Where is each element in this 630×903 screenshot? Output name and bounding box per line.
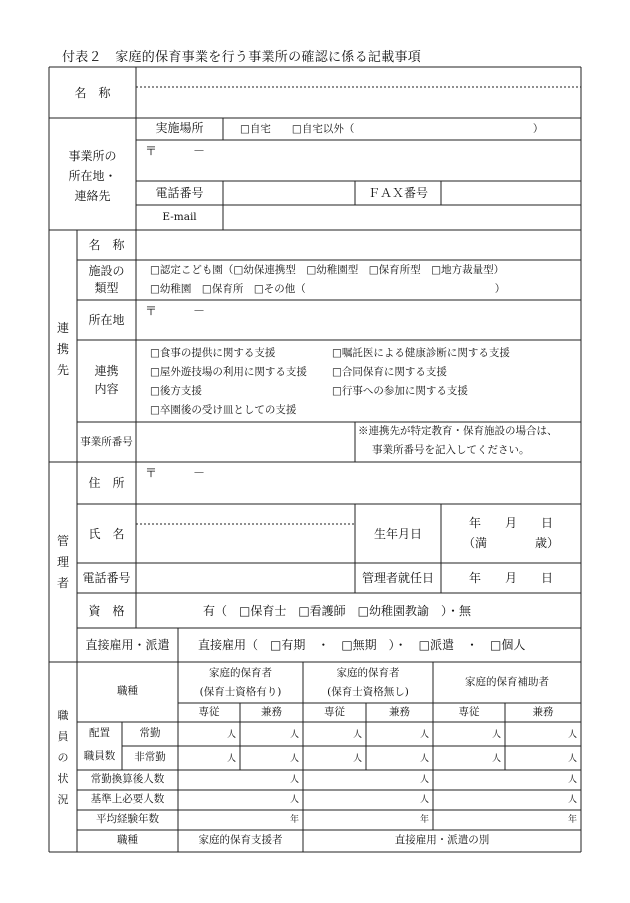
manager-phone-label: 電話番号 [82,571,131,585]
name-label: 名 称 [74,86,111,100]
content-item[interactable]: □卒園後の受け皿としての支援 [150,404,297,416]
concurrent-header: 兼務 [261,706,282,718]
unit-person: 人 [567,754,577,764]
nonregular-label: 非常勤 [134,751,166,763]
unit-person: 人 [419,754,429,764]
birth-date-value[interactable]: 年 月 日 [468,516,553,530]
birth-label: 生年月日 [373,527,422,541]
qualification-label: 資 格 [88,604,125,618]
unit-person: 人 [352,754,362,764]
concurrent-header: 兼務 [532,706,554,718]
location-options[interactable]: □自宅 □自宅以外（ ） [240,123,544,135]
unit-person: 人 [567,795,577,805]
placement-label: 配置 [89,727,110,739]
unit-person: 人 [226,730,236,740]
employment-label: 直接雇用・派遣 [85,638,170,652]
col1-header-1: 家庭的保育者 [209,667,272,679]
col3-header: 家庭的保育補助者 [465,676,549,688]
fax-label: ＦＡＸ番号 [367,186,428,200]
form-title: 付表２ 家庭的保育事業を行う事業所の確認に係る記載事項 [62,50,422,65]
col2-header-2: (保育士資格無し) [327,686,409,698]
content-item[interactable]: □合同保育に関する支援 [332,366,447,378]
partner-name-label: 名 称 [88,238,125,252]
appointed-label: 管理者就任日 [361,571,434,585]
birth-age-value[interactable]: （満 歳） [462,536,559,550]
manager-label: 管 理 者 [56,534,69,590]
email-label: E-mail [162,211,197,223]
office-number-label: 事業所番号 [80,436,133,448]
location-label: 実施場所 [155,121,204,135]
content-item[interactable]: □屋外遊技場の利用に関する支援 [150,366,307,378]
converted-label: 常勤換算後人数 [90,773,165,785]
staff-count-label: 職員数 [83,750,116,762]
office-number-note-2: 事業所番号を記入してください。 [372,444,530,456]
employment-value[interactable]: 直接雇用（ □有期 ・ □無期 ）・ □派遣 ・ □個人 [198,638,526,652]
fulltime-header: 専従 [324,706,345,718]
unit-person: 人 [289,754,299,764]
content-item[interactable]: □嘱託医による健康診断に関する支援 [332,347,510,359]
facility-type-label: 施設の 類型 [88,264,125,295]
experience-label: 平均経験年数 [96,813,159,825]
appointed-value[interactable]: 年 月 日 [468,571,553,585]
partner-label: 連 携 先 [56,321,69,377]
unit-person: 人 [491,754,501,764]
required-label: 基準上必要人数 [90,793,165,805]
fulltime-header: 専従 [198,706,220,718]
unit-person: 人 [419,730,429,740]
partner-content-label: 連携 内容 [94,364,119,396]
unit-person: 人 [491,730,501,740]
content-item[interactable]: □食事の提供に関する支援 [150,347,276,359]
phone-label: 電話番号 [155,186,204,200]
content-items-left [150,344,307,420]
content-item[interactable]: □後方支援 [150,385,202,397]
support-col2: 直接雇用・派遣の別 [394,834,490,846]
unit-person: 人 [289,795,299,805]
staff-label: 職 員 の 状 況 [57,709,69,806]
unit-year: 年 [419,815,429,825]
unit-year: 年 [289,815,299,825]
role-header: 職種 [117,685,138,697]
office-label: 事業所の 所在地・ 連絡先 [68,149,117,203]
unit-person: 人 [352,730,362,740]
office-postal[interactable]: 〒 － [145,144,206,158]
manager-name-label: 氏 名 [88,527,125,541]
manager-postal[interactable]: 〒 － [145,466,206,480]
content-items-right [332,344,510,401]
partner-address-label: 所在地 [88,313,125,327]
unit-person: 人 [419,795,429,805]
regular-label: 常勤 [139,727,161,739]
fulltime-header: 専従 [458,706,480,718]
content-item[interactable]: □行事への参加に関する支援 [332,385,468,397]
facility-type-line2[interactable]: □幼稚園 □保育所 □その他（ ） [150,283,506,295]
unit-person: 人 [226,754,236,764]
manager-address-label: 住 所 [88,476,125,490]
unit-person: 人 [567,775,577,785]
office-number-note-1: ※連携先が特定教育・保育施設の場合は、 [358,425,558,437]
partner-postal[interactable]: 〒 － [145,304,206,318]
unit-person: 人 [567,730,577,740]
unit-year: 年 [567,815,577,825]
concurrent-header: 兼務 [389,706,410,718]
facility-type-line1[interactable]: □認定こども園（□幼保連携型 □幼稚園型 □保育所型 □地方裁量型） [150,264,505,276]
unit-person: 人 [419,775,429,785]
col2-header-1: 家庭的保育者 [336,667,400,679]
unit-person: 人 [289,730,299,740]
col1-header-2: (保育士資格有り) [199,686,282,698]
qualification-value[interactable]: 有（ □保育士 □看護師 □幼稚園教諭 ）・無 [203,604,472,618]
support-role-label: 職種 [117,834,138,846]
support-col1: 家庭的保育支援者 [198,834,283,846]
unit-person: 人 [289,775,299,785]
